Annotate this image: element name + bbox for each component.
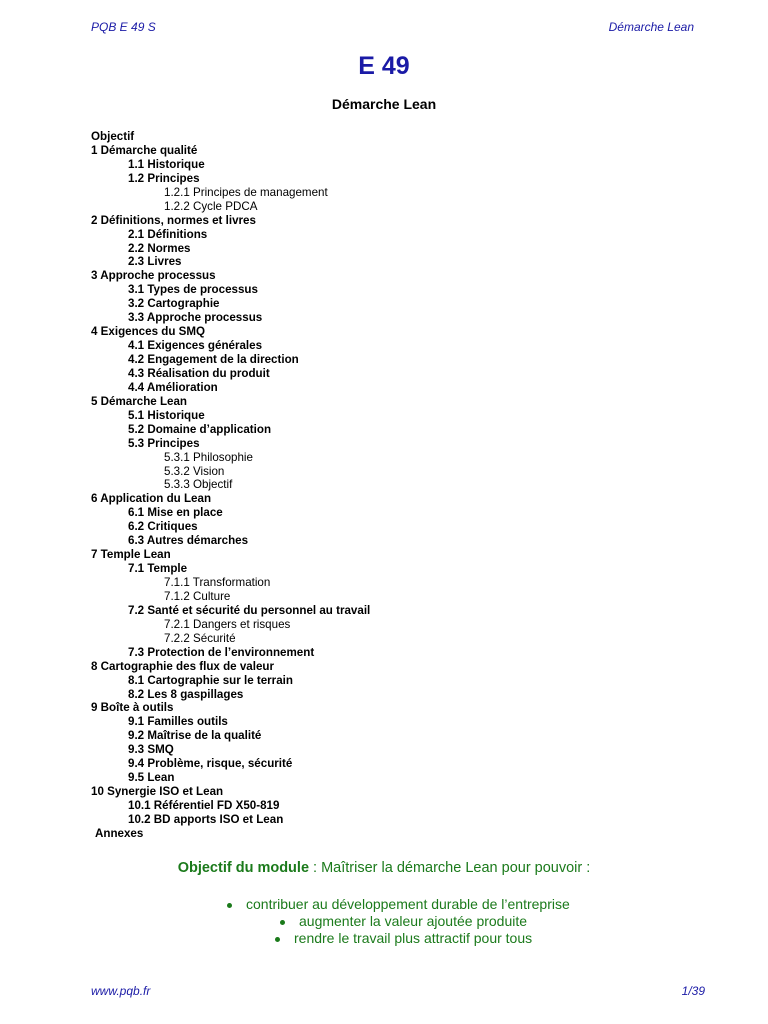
toc-entry: 3.1 Types de processus [128, 283, 258, 297]
toc-entry: 10.2 BD apports ISO et Lean [128, 812, 284, 826]
toc-entry: 6 Application du Lean [91, 492, 212, 506]
toc-entry: 1.2.2 Cycle PDCA [164, 199, 258, 213]
bullet-text: rendre le travail plus attractif pour tous [294, 930, 533, 946]
toc-entry: 9.2 Maîtrise de la qualité [128, 729, 262, 743]
toc-entry: 1.1 Historique [128, 157, 205, 171]
toc-entry: 6.3 Autres démarches [128, 534, 249, 548]
toc-entry: 4.1 Exigences générales [128, 339, 263, 353]
toc-entry: 7.2 Santé et sécurité du personnel au travail [128, 603, 371, 617]
bullet-text: augmenter la valeur ajoutée produite [299, 913, 528, 929]
toc-entry: 9 Boîte à outils [91, 701, 174, 715]
objective-label: Objectif du module [177, 860, 310, 876]
toc-entry: 4 Exigences du SMQ [91, 325, 206, 339]
toc-entry: 7.1.2 Culture [164, 589, 231, 603]
table-of-contents [91, 130, 691, 841]
bullet-item [227, 896, 570, 912]
bullet-item [280, 913, 527, 929]
toc-entry: 3.2 Cartographie [128, 297, 220, 311]
toc-entry: 9.3 SMQ [128, 743, 174, 757]
toc-entry: Objectif [91, 130, 135, 143]
bullet-dot-icon [227, 903, 232, 908]
toc-entry: 1 Démarche qualité [91, 143, 198, 157]
toc-entry: 6.2 Critiques [128, 520, 198, 534]
footer-website: www.pqb.fr [91, 984, 151, 998]
toc-entry: 8.2 Les 8 gaspillages [128, 687, 244, 701]
toc-entry: Annexes [95, 826, 144, 840]
toc-entry: 5.3.1 Philosophie [164, 450, 253, 464]
toc-entry: 7.2.2 Sécurité [164, 631, 236, 645]
toc-entry: 8 Cartographie des flux de valeur [91, 659, 274, 673]
module-objective [0, 860, 768, 876]
toc-entry: 2 Définitions, normes et livres [91, 213, 256, 227]
toc-entry: 2.2 Normes [128, 241, 191, 255]
bullet-text: contribuer au développement durable de l’entreprise [246, 896, 570, 912]
toc-entry: 3.3 Approche processus [128, 311, 263, 325]
toc-entry: 4.3 Réalisation du produit [128, 366, 270, 380]
footer-page-number: 1/39 [681, 984, 705, 998]
header-right: Démarche Lean [608, 20, 694, 34]
toc-entry: 5 Démarche Lean [91, 394, 188, 408]
toc-entry: 1.2 Principes [128, 171, 200, 185]
toc-entry: 2.1 Définitions [128, 227, 208, 241]
toc-entry: 2.3 Livres [128, 255, 182, 269]
toc-entry: 8.1 Cartographie sur le terrain [128, 673, 293, 687]
header-left: PQB E 49 S [91, 20, 156, 34]
document-subtitle: Démarche Lean [331, 96, 437, 112]
toc-entry: 9.4 Problème, risque, sécurité [128, 757, 293, 771]
toc-entry: 5.1 Historique [128, 408, 205, 422]
toc-entry: 3 Approche processus [91, 269, 216, 283]
toc-entry: 4.4 Amélioration [128, 380, 218, 394]
toc-entry: 9.1 Familles outils [128, 715, 228, 729]
bullet-item [275, 930, 532, 946]
toc-entry: 7 Temple Lean [91, 548, 171, 562]
toc-entry: 10.1 Référentiel FD X50-819 [128, 799, 280, 812]
toc-entry: 7.1 Temple [128, 562, 188, 576]
objective-text: : Maîtriser la démarche Lean pour pouvoir : [309, 860, 591, 876]
toc-entry: 7.2.1 Dangers et risques [164, 617, 291, 631]
toc-entry: 4.2 Engagement de la direction [128, 353, 299, 366]
bullet-dot-icon [280, 920, 285, 925]
toc-entry: 1.2.1 Principes de management [164, 185, 328, 199]
toc-entry: 9.5 Lean [128, 771, 175, 785]
toc-entry: 6.1 Mise en place [128, 506, 223, 520]
toc-entry: 5.3.3 Objectif [164, 478, 233, 492]
toc-entry: 7.1.1 Transformation [164, 576, 271, 589]
toc-entry: 5.3.2 Vision [164, 464, 225, 478]
toc-entry: 7.3 Protection de l’environnement [128, 645, 315, 659]
toc-entry: 5.3 Principes [128, 436, 200, 450]
toc-entry: 10 Synergie ISO et Lean [91, 785, 224, 799]
bullet-dot-icon [275, 937, 280, 942]
toc-entry: 5.2 Domaine d’application [128, 422, 272, 436]
document-code: E 49 [358, 52, 410, 80]
